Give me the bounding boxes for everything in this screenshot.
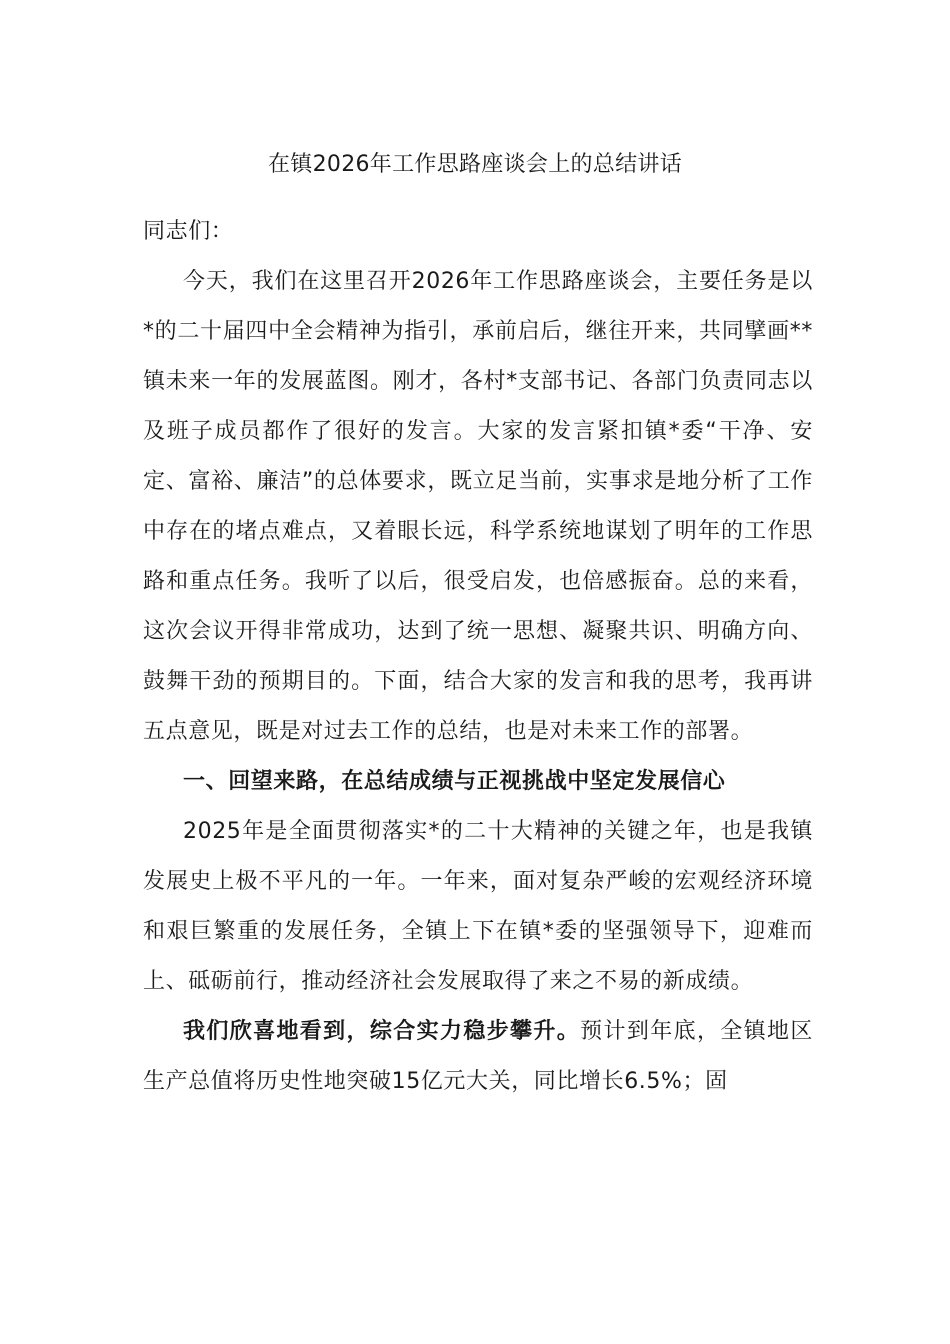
paragraph-strength-text: 预计到年底，全镇地区生产总值将历史性地突破15亿元大关，同比增长6.5%；固 xyxy=(143,1019,813,1094)
paragraph-review: 2025年是全面贯彻落实*的二十大精神的关键之年，也是我镇发展史上极不平凡的一年。一年来，面对复杂严峻的宏观经济环境和艰巨繁重的发展任务，全镇上下在镇*委的坚强领导下，迎难而上、砥砺前行，推动经济社会发展取得了来之不易的新成绩。 xyxy=(143,819,813,994)
document-title: 在镇2026年工作思路座谈会上的总结讲话 xyxy=(268,152,682,177)
paragraph-opening: 今天，我们在这里召开2026年工作思路座谈会，主要任务是以*的二十届四中全会精神为指引，承前启后，继往开来，共同擘画**镇未来一年的发展蓝图。刚才，各村*支部书记、各部门负责同志以及班子成员都作了很好的发言。大家的发言紧扣镇*委“干净、安定、富裕、廉洁”的总体要求，既立足当前，实事求是地分析了工作中存在的堵点难点，又着眼长远，科学系统地谋划了明年的工作思路和重点任务。我听了以后，很受启发，也倍感振奋。总的来看，这次会议开得非常成功，达到了统一思想、凝聚共识、明确方向、鼓舞干劲的预期目的。下面，结合大家的发言和我的思考，我再讲五点意见，既是对过去工作的总结，也是对未来工作的部署。 xyxy=(143,269,813,744)
document-body xyxy=(143,207,813,1107)
paragraph-strength xyxy=(143,1007,813,1107)
section-heading-1: 一、回望来路，在总结成绩与正视挑战中坚定发展信心 xyxy=(183,769,726,794)
paragraph-lead-sentence: 我们欣喜地看到，综合实力稳步攀升。 xyxy=(183,1019,581,1044)
salutation: 同志们： xyxy=(143,219,234,244)
